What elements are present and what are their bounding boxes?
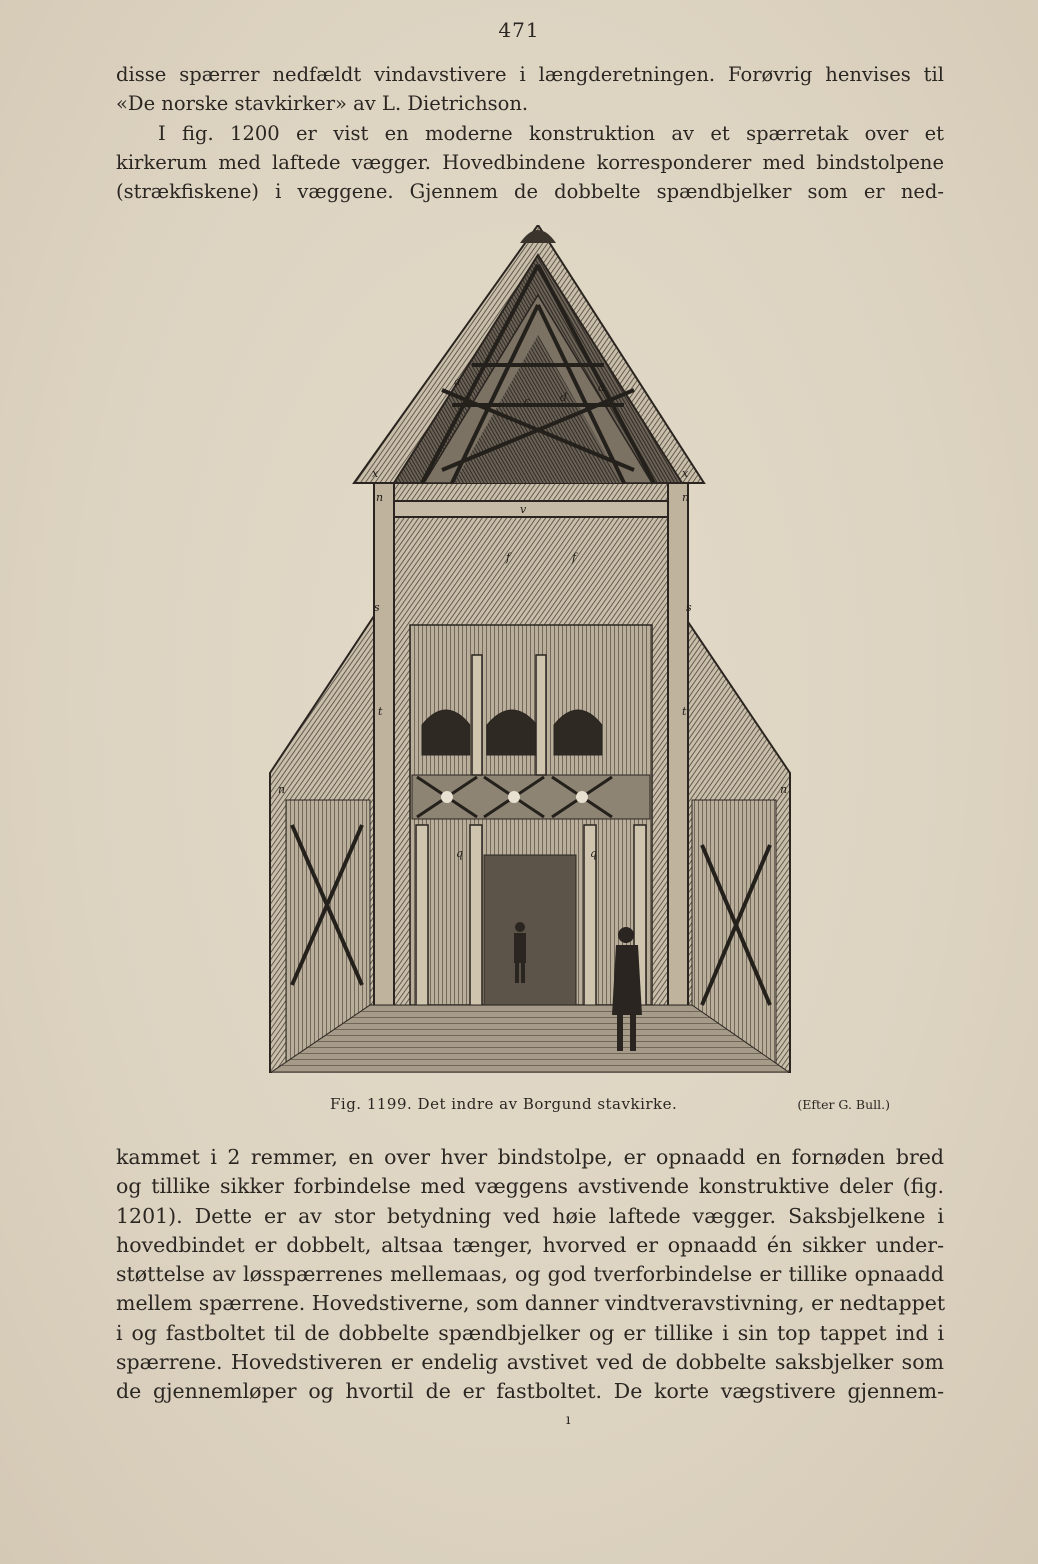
paragraph-top: [116, 60, 944, 206]
text-line: 1201). Dette er av stor betydning ved høie laftede vægger. Saksbjelkene i: [116, 1203, 944, 1228]
figure-label: c: [524, 395, 531, 408]
figure-label: t: [682, 705, 687, 718]
text-line: hovedbindet er dobbelt, altsaa tænger, hvorved er opnaadd én sikker under-: [116, 1232, 944, 1257]
text-line: I fig. 1200 er vist en moderne konstruktion av et spærretak over et: [158, 121, 944, 145]
text-line: disse spærrer nedfældt vindavstivere i længderetningen. Forøvrig henvises til: [116, 63, 944, 86]
figure-label: v: [520, 503, 527, 516]
engraving-illustration: [262, 225, 800, 1073]
figure-label: t: [378, 705, 383, 718]
figure-label: n: [376, 491, 384, 504]
paragraph-bottom: [116, 1143, 944, 1407]
caption-text: Fig. 1199. Det indre av Borgund stavkirke.: [330, 1095, 678, 1113]
figure-label: n: [278, 783, 286, 796]
figure-label: s: [374, 601, 380, 614]
figure-label: n: [682, 491, 690, 504]
figure-label: s: [686, 601, 692, 614]
text-line: «De norske stavkirker» av L. Dietrichson.: [116, 92, 529, 116]
figure-label: q: [590, 847, 598, 860]
figure-label: f: [506, 551, 511, 564]
stray-mark: ı: [566, 1412, 571, 1428]
text-line: i og fastboltet til de dobbelte spændbjelker og er tillike i sin top tappet ind i: [116, 1320, 944, 1345]
text-line: støttelse av løsspærrenes mellemaas, og god tverforbindelse er tillike opnaadd: [116, 1262, 944, 1287]
figure-label: x: [372, 467, 379, 480]
figure-label: d: [560, 391, 568, 404]
figure-label: x: [682, 467, 689, 480]
caption-credit: (Efter G. Bull.): [797, 1097, 890, 1112]
figure-label: q: [456, 847, 464, 860]
figure-label: a: [454, 375, 461, 388]
text-line: de gjennemløper og hvortil de er fastboltet. De korte vægstivere gjennem-: [116, 1379, 944, 1404]
figure-label: a: [598, 381, 605, 394]
text-line: (strækfiskene) i væggene. Gjennem de dobbelte spændbjelker som er ned-: [116, 180, 944, 204]
text-line: mellem spærrene. Hovedstiverne, som danner vindtveravstivning, er nedtappet: [116, 1291, 946, 1316]
text-line: kammet i 2 remmer, en over hver bindstolpe, er opnaadd en fornøden bred: [116, 1145, 944, 1169]
page-number: 471: [498, 18, 540, 42]
figure-caption: [330, 1095, 890, 1113]
text-line: og tillike sikker forbindelse med væggens avstivende konstruktive deler (fig.: [116, 1174, 944, 1199]
text-line: kirkerum med laftede vægger. Hovedbindene korresponderer med bindstolpene: [116, 150, 944, 174]
figure-label: n: [780, 783, 788, 796]
church-interior-engraving: [262, 225, 800, 1073]
text-line: spærrene. Hovedstiveren er endelig avstivet ved de dobbelte saksbjelker som: [116, 1350, 944, 1375]
figure-label: f: [572, 551, 577, 564]
